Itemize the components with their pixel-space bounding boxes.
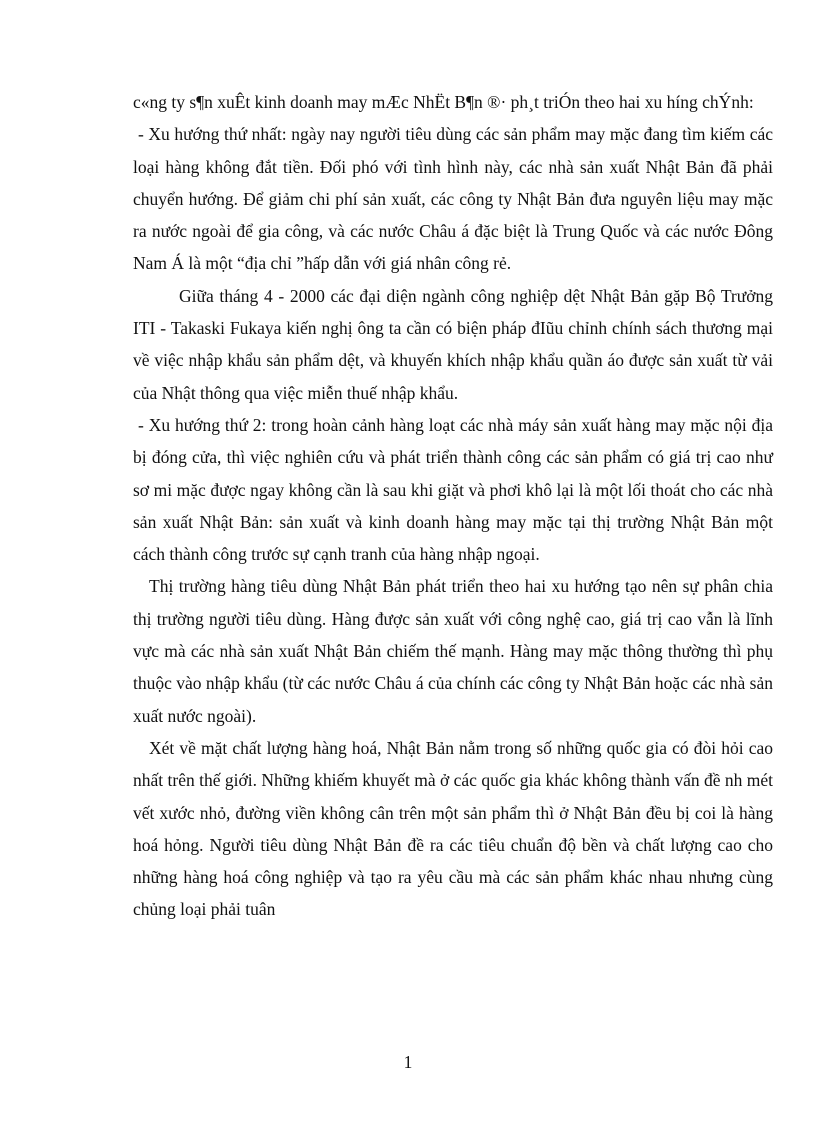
paragraph-intro: c«ng ty s¶n xuÊt kinh doanh may mÆc NhËt B¶n ®· ph¸t triÓn theo hai xu híng chÝnh:	[133, 92, 754, 112]
paragraph-quality: Xét về mặt chất lượng hàng hoá, Nhật Bản nằm trong số những quốc gia có đòi hỏi cao nhất trên thế giới. Những khiếm khuyết mà ở các quốc gia khác không thành vấn đề nh mét vết xước nhỏ, đường viền không cân trên một sản phẩm thì ở Nhật Bản đều bị coi là hàng hoá hỏng. Người tiêu dùng Nhật Bản đề ra các tiêu chuẩn độ bền và chất lượng cao cho những hàng hoá công nghiệp và tạo ra yêu cầu mà các sản phẩm khác nhau nhưng cùng chủng loại phải tuân	[133, 737, 773, 920]
paragraph-trend-two: - Xu hướng thứ 2: trong hoàn cảnh hàng loạt các nhà máy sản xuất hàng may mặc nội địa bị đóng cửa, thì việc nghiên cứu và phát triển thành công các sản phẩm có giá trị cao như sơ mi mặc được ngay không cần là sau khi giặt và phơi khô lại là một lối thoát cho các nhà sản xuất Nhật Bản: sản xuất và kinh doanh hàng may mặc tại thị trường Nhật Bản một cách thành công trước sự cạnh tranh của hàng nhập ngoại.	[133, 414, 773, 565]
page-number: 1	[403, 1052, 413, 1072]
body-text	[133, 86, 773, 926]
paragraph-trend-one: - Xu hướng thứ nhất: ngày nay người tiêu dùng các sản phẩm may mặc đang tìm kiếm các loại hàng không đắt tiền. Đối phó với tình hình này, các nhà sản xuất Nhật Bản đã phải chuyển hướng. Để giảm chi phí sản xuất, các công ty Nhật Bản đưa nguyên liệu may mặc ra nước ngoài để gia công, và các nước Châu á đặc biệt là Trung Quốc và các nước Đông Nam Á là một “địa chỉ ”hấp dẫn với giá nhân công rẻ.	[133, 124, 773, 274]
paragraph-april-2000: Giữa tháng 4 - 2000 các đại diện ngành công nghiệp dệt Nhật Bản gặp Bộ Trưởng ITI - Takaski Fukaya kiến nghị ông ta cần có biện pháp đIũu chỉnh chính sách thương mại về việc nhập khẩu sản phẩm dệt, và khuyến khích nhập khẩu quần áo được sản xuất từ vải của Nhật thông qua việc miễn thuế nhập khẩu.	[133, 285, 773, 403]
paragraph-consumer-market: Thị trường hàng tiêu dùng Nhật Bản phát triển theo hai xu hướng tạo nên sự phân chia thị trường người tiêu dùng. Hàng được sản xuất với công nghệ cao, giá trị cao vẫn là lĩnh vực mà các nhà sản xuất Nhật Bản chiếm thế mạnh. Hàng may mặc thông thường thì phụ thuộc vào nhập khẩu (từ các nước Châu á của chính các công ty Nhật Bản hoặc các nhà sản xuất nước ngoài).	[133, 576, 773, 726]
